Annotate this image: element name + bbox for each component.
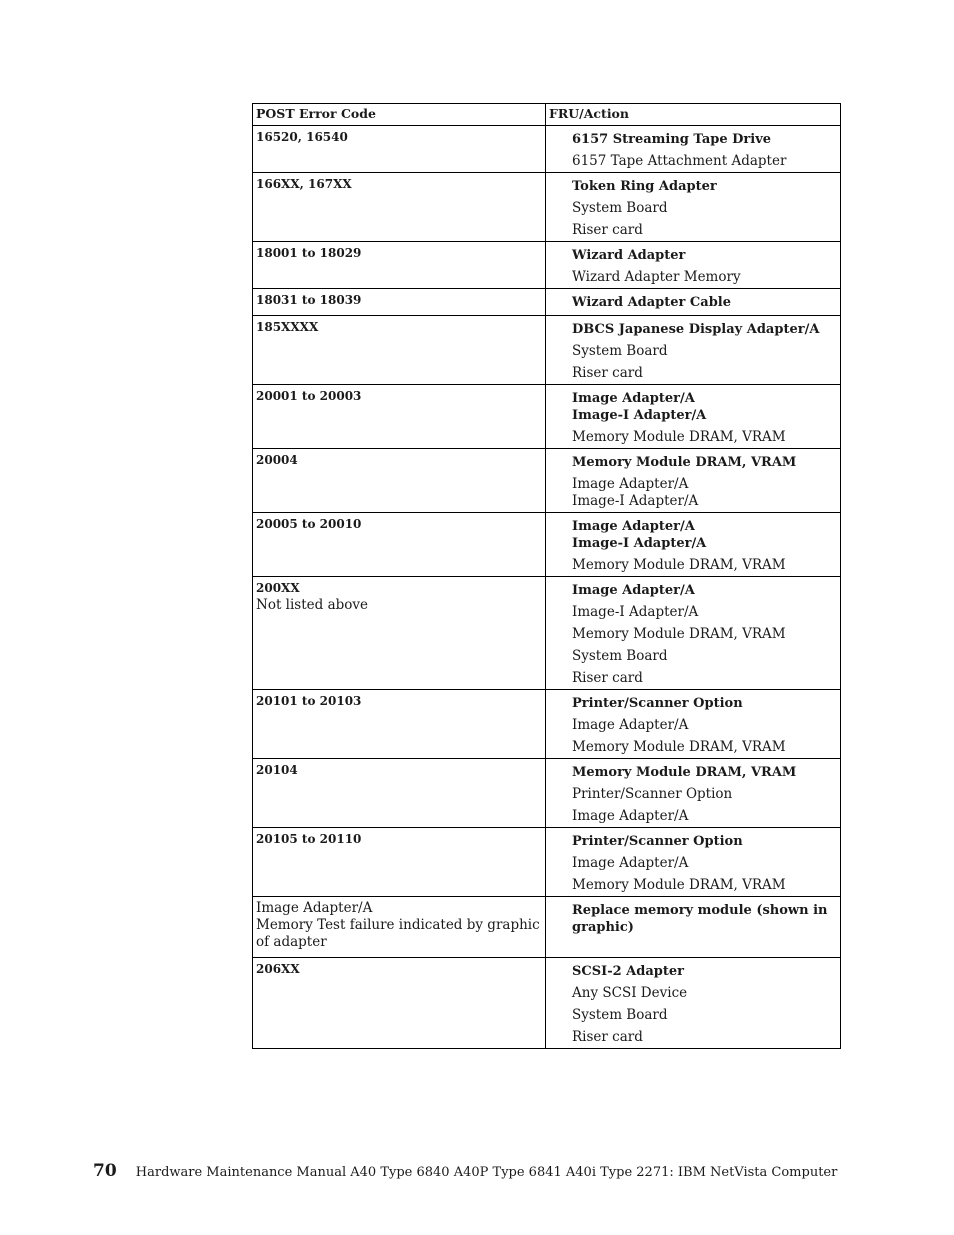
fru-item: System Board — [572, 200, 668, 216]
fru-action-cell — [546, 385, 841, 449]
table-row — [253, 513, 841, 577]
fru-item: Image Adapter/A — [572, 808, 689, 824]
fru-primary-item: Image Adapter/A — [572, 391, 695, 406]
fru-primary-item: Wizard Adapter Cable — [572, 295, 731, 310]
fru-action-cell — [546, 577, 841, 690]
error-code-cell — [253, 897, 546, 958]
error-code: 20104 — [256, 763, 298, 777]
error-code: 185XXXX — [256, 320, 319, 334]
fru-primary-item: SCSI-2 Adapter — [572, 964, 684, 979]
error-code-cell — [253, 242, 546, 289]
error-code: 20001 to 20003 — [256, 389, 362, 403]
table-row — [253, 242, 841, 289]
table-row — [253, 759, 841, 828]
table-row — [253, 126, 841, 173]
fru-action-cell — [546, 759, 841, 828]
fru-action-cell — [546, 690, 841, 759]
footer-title: Hardware Maintenance Manual A40 Type 6840 A40P Type 6841 A40i Type 2271: IBM NetVista Computer — [135, 1165, 838, 1180]
fru-item: Wizard Adapter Memory — [572, 269, 741, 285]
error-code-note: Memory Test failure indicated by graphic of adapter — [256, 917, 540, 950]
post-error-table-container — [252, 103, 840, 1049]
table-row — [253, 958, 841, 1049]
error-code: 20105 to 20110 — [256, 832, 362, 846]
error-code-cell — [253, 828, 546, 897]
fru-action-cell — [546, 173, 841, 242]
table-row — [253, 690, 841, 759]
fru-primary-item: Image Adapter/A — [572, 519, 695, 534]
error-code-cell — [253, 577, 546, 690]
fru-action-cell — [546, 513, 841, 577]
fru-primary-item: Memory Module DRAM, VRAM — [572, 765, 797, 780]
error-code-cell — [253, 958, 546, 1049]
fru-item: Memory Module DRAM, VRAM — [572, 429, 786, 445]
fru-primary-item: Printer/Scanner Option — [572, 696, 743, 711]
error-code-cell — [253, 449, 546, 513]
error-code-note: Image Adapter/A — [256, 900, 373, 916]
table-row — [253, 385, 841, 449]
page-footer — [93, 1161, 837, 1181]
error-code-cell — [253, 690, 546, 759]
fru-action-cell — [546, 958, 841, 1049]
error-code-note: Not listed above — [256, 597, 369, 613]
fru-action-cell — [546, 126, 841, 173]
table-header-row — [253, 104, 841, 126]
error-code: 16520, 16540 — [256, 130, 348, 144]
fru-item: Image Adapter/A — [572, 476, 689, 492]
error-code-cell — [253, 126, 546, 173]
fru-action-cell — [546, 316, 841, 385]
fru-primary-item: Replace memory module (shown in graphic) — [572, 903, 828, 935]
table-row — [253, 828, 841, 897]
error-code-cell — [253, 513, 546, 577]
header-fru-action: FRU/Action — [546, 104, 841, 126]
error-code: 206XX — [256, 962, 300, 976]
fru-primary-item: Memory Module DRAM, VRAM — [572, 455, 797, 470]
table-row — [253, 316, 841, 385]
table-row — [253, 577, 841, 690]
fru-item: Riser card — [572, 222, 643, 238]
fru-action-cell — [546, 242, 841, 289]
error-code-cell — [253, 316, 546, 385]
error-code-cell — [253, 759, 546, 828]
post-error-code-table — [252, 103, 841, 1049]
error-code: 18031 to 18039 — [256, 293, 362, 307]
error-code-cell — [253, 289, 546, 316]
error-code: 20101 to 20103 — [256, 694, 362, 708]
fru-primary-item: Wizard Adapter — [572, 248, 686, 263]
fru-item: System Board — [572, 648, 668, 664]
fru-item: Riser card — [572, 1029, 643, 1045]
fru-action-cell — [546, 289, 841, 316]
fru-item: Memory Module DRAM, VRAM — [572, 877, 786, 893]
fru-primary-item: Image-I Adapter/A — [572, 408, 707, 423]
table-row — [253, 897, 841, 958]
fru-item: Riser card — [572, 365, 643, 381]
fru-action-cell — [546, 828, 841, 897]
fru-item: Image-I Adapter/A — [572, 493, 699, 509]
fru-item: Image Adapter/A — [572, 717, 689, 733]
header-post-error-code: POST Error Code — [253, 104, 546, 126]
error-code: 166XX, 167XX — [256, 177, 352, 191]
fru-item: System Board — [572, 1007, 668, 1023]
fru-primary-item: Token Ring Adapter — [572, 179, 717, 194]
fru-item: Any SCSI Device — [572, 985, 688, 1001]
fru-item: System Board — [572, 343, 668, 359]
error-code: 18001 to 18029 — [256, 246, 362, 260]
fru-primary-item: 6157 Streaming Tape Drive — [572, 132, 772, 147]
fru-primary-item: DBCS Japanese Display Adapter/A — [572, 322, 820, 337]
table-row — [253, 173, 841, 242]
fru-action-cell — [546, 449, 841, 513]
error-code-cell — [253, 385, 546, 449]
table-row — [253, 449, 841, 513]
error-code: 20005 to 20010 — [256, 517, 362, 531]
table-row — [253, 289, 841, 316]
table-body — [253, 126, 841, 1049]
fru-primary-item: Image Adapter/A — [572, 583, 695, 598]
fru-item: Riser card — [572, 670, 643, 686]
fru-item: Memory Module DRAM, VRAM — [572, 557, 786, 573]
fru-item: Image Adapter/A — [572, 855, 689, 871]
error-code-cell — [253, 173, 546, 242]
fru-item: 6157 Tape Attachment Adapter — [572, 153, 787, 169]
fru-action-cell — [546, 897, 841, 958]
error-code: 200XX — [256, 581, 300, 595]
fru-item: Image-I Adapter/A — [572, 604, 699, 620]
fru-item: Memory Module DRAM, VRAM — [572, 739, 786, 755]
page-number: 70 — [93, 1161, 117, 1181]
fru-primary-item: Image-I Adapter/A — [572, 536, 707, 551]
fru-item: Memory Module DRAM, VRAM — [572, 626, 786, 642]
fru-item: Printer/Scanner Option — [572, 786, 733, 802]
fru-primary-item: Printer/Scanner Option — [572, 834, 743, 849]
error-code: 20004 — [256, 453, 298, 467]
